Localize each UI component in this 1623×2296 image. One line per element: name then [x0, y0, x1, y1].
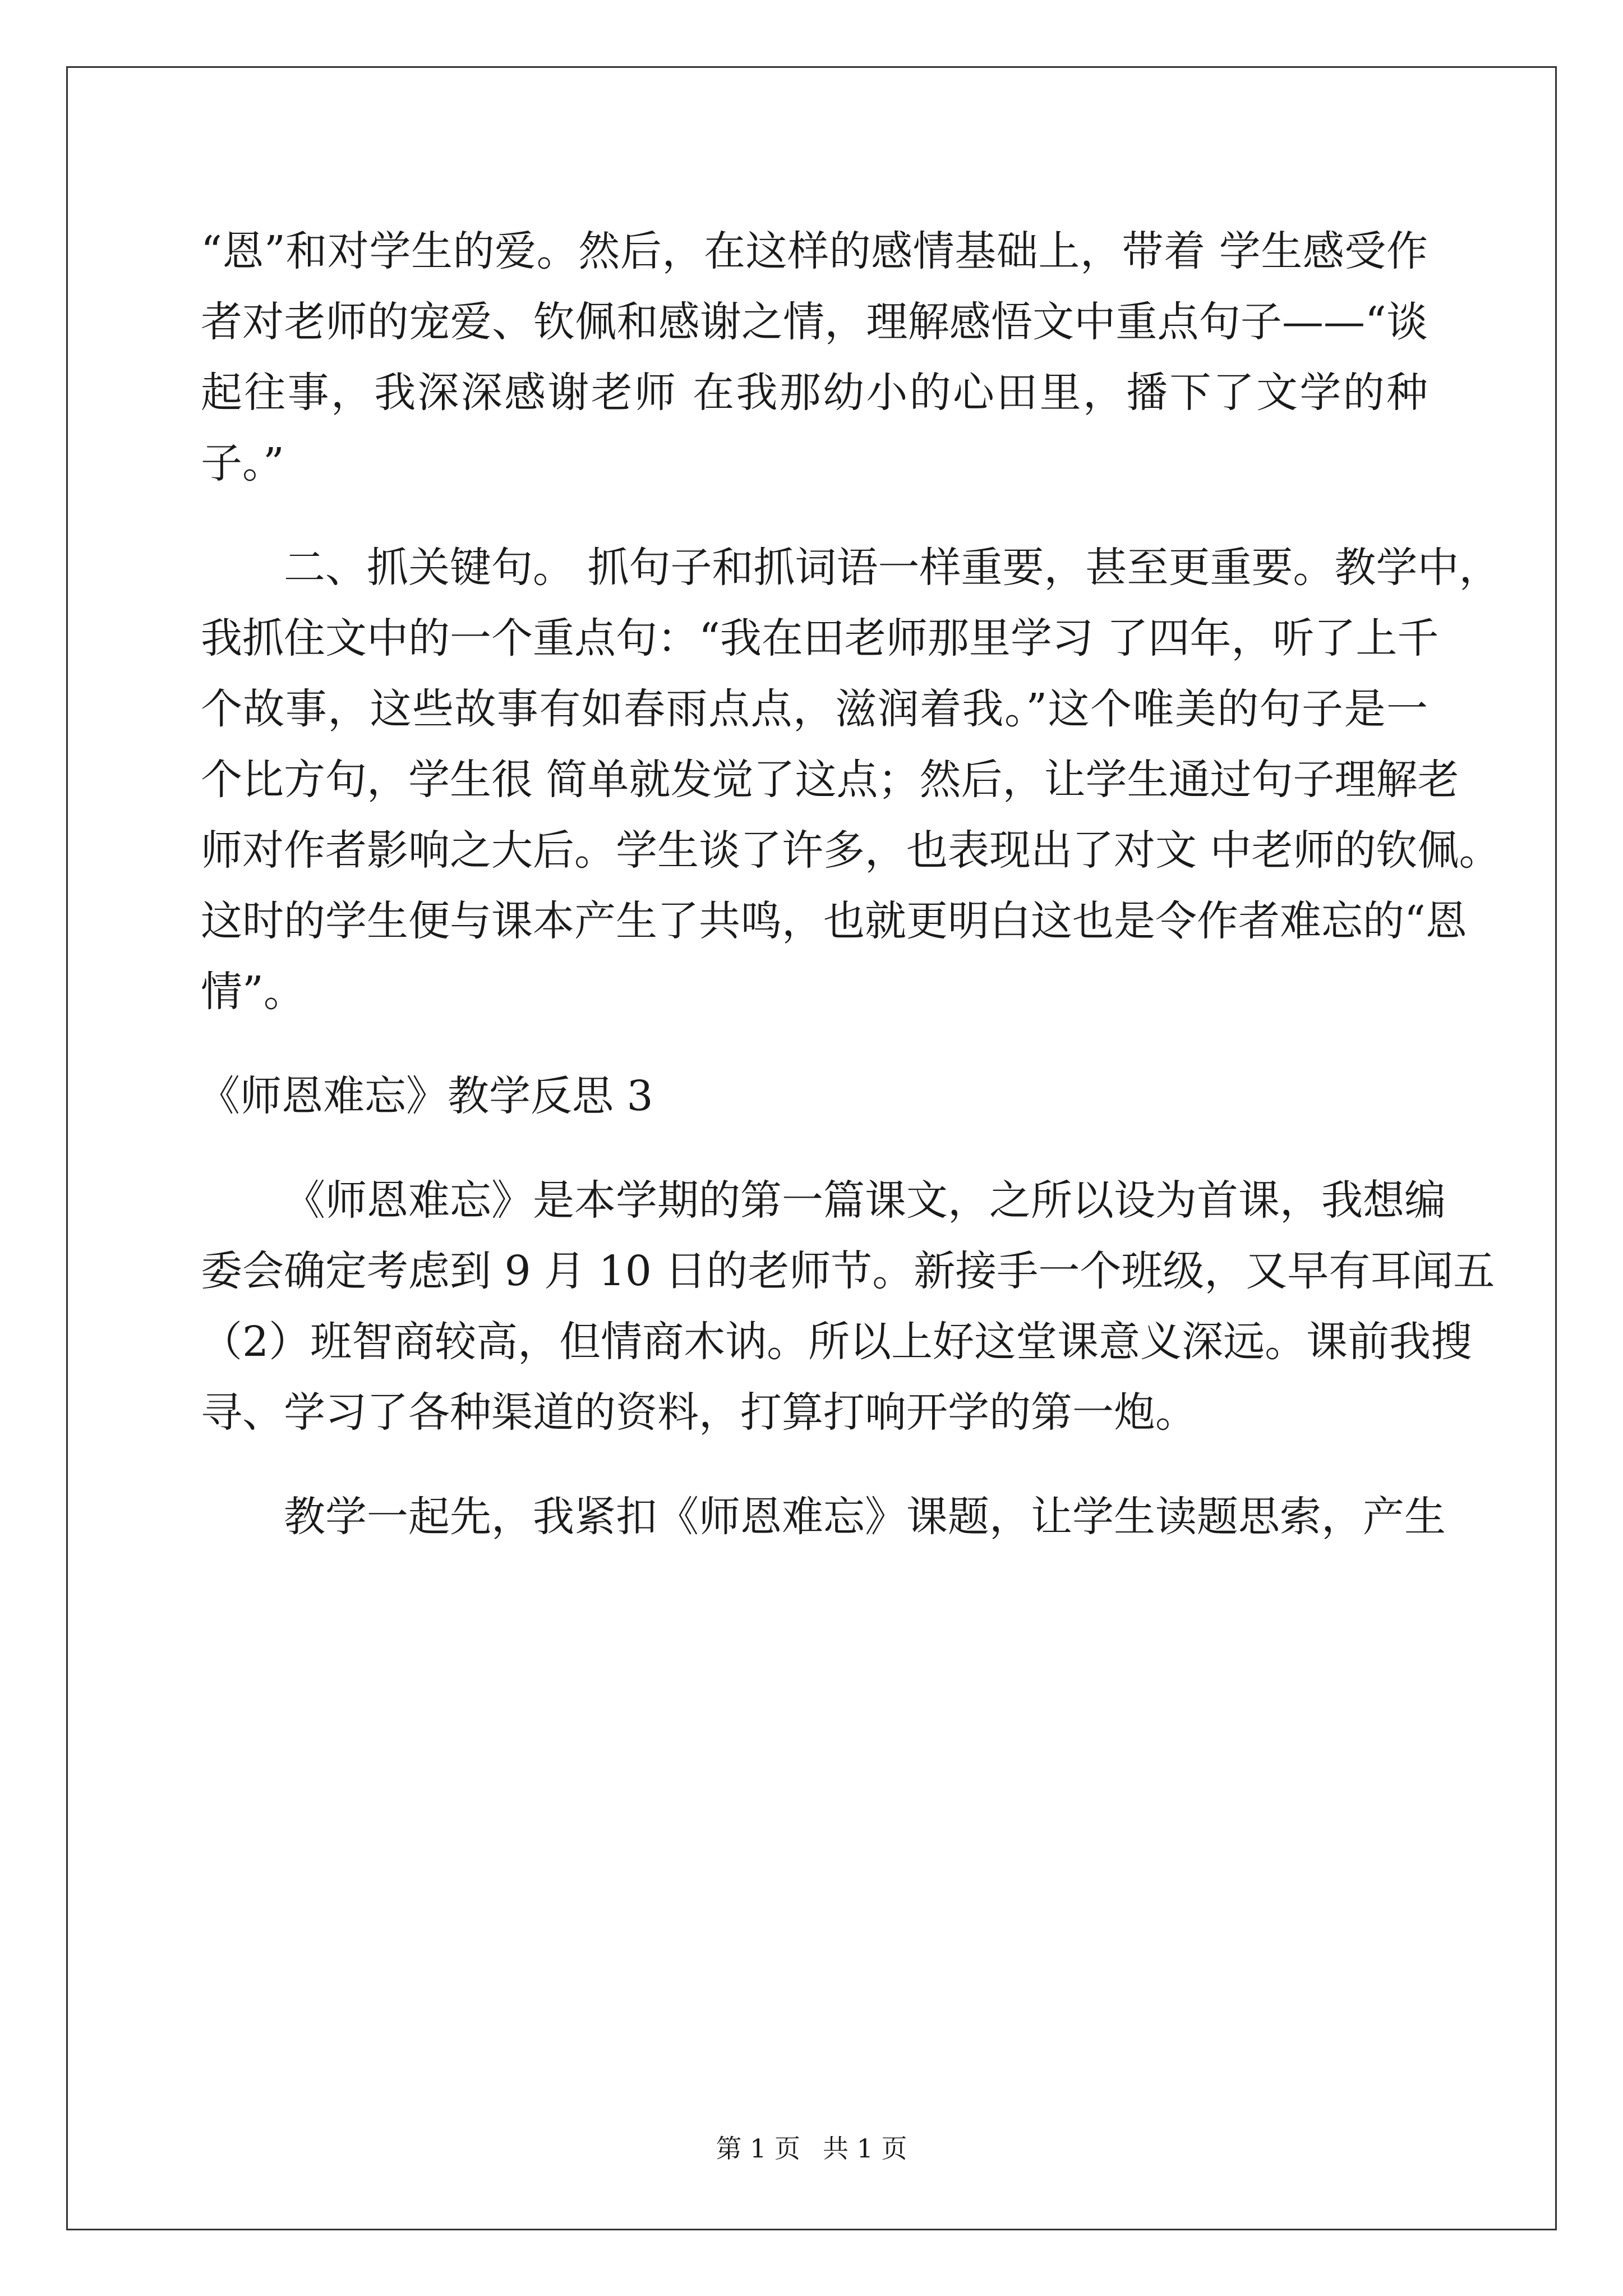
text-line: 者对老师的宠爱、钦佩和感谢之情，理解感悟文中重点句子——“谈: [201, 298, 1428, 346]
section-heading: 《师恩难忘》教学反思 3: [199, 1072, 653, 1120]
text-line: 这时的学生便与课本产生了共鸣，也就更明白这也是令作者难忘的“恩: [201, 897, 1467, 945]
text-line: （2）班智商较高，但情商木讷。所以上好这堂课意义深远。课前我搜: [201, 1318, 1473, 1366]
paragraph-gap: [201, 1027, 1428, 1061]
text-line: 子。”: [201, 439, 284, 487]
paragraph-gap: [201, 1448, 1428, 1481]
page-footer: [0, 2132, 1623, 2165]
text-line: 个故事，这些故事有如春雨点点，滋润着我。”这个唯美的句子是一: [201, 685, 1428, 733]
text-line: 《师恩难忘》是本学期的第一篇课文，之所以设为首课，我想编: [284, 1176, 1446, 1225]
paragraph-1: [201, 216, 1428, 499]
page-number: 第 1 页: [716, 2133, 800, 2164]
paragraph-gap: [201, 499, 1428, 532]
text-line: 二、抓关键句。 抓句子和抓词语一样重要，甚至更重要。教学中，: [284, 544, 1501, 592]
text-line: 我抓住文中的一个重点句：“我在田老师那里学习 了四年，听了上千: [201, 614, 1439, 662]
text-line: 情”。: [201, 968, 305, 1016]
text-line: “恩”和对学生的爱。然后，在这样的感情基础上，带着 学生感受作: [201, 227, 1428, 275]
paragraph-4: [201, 1481, 1446, 1552]
paragraph-3: [201, 1165, 1495, 1448]
text-line: 寻、学习了各种渠道的资料，打算打响开学的第一炮。: [201, 1388, 1197, 1437]
text-line: 委会确定考虑到 9 月 10 日的老师节。新接手一个班级，又早有耳闻五: [201, 1247, 1495, 1295]
paragraph-2: [201, 532, 1501, 1027]
text-line: 个比方句，学生很 简单就发觉了这点；然后，让学生通过句子理解老: [201, 756, 1459, 804]
document-body: [199, 216, 1501, 1552]
page-total: 共 1 页: [823, 2133, 907, 2164]
paragraph-gap: [201, 1131, 1428, 1165]
text-line: 起往事，我深深感谢老师 在我那幼小的心田里，播下了文学的种: [201, 369, 1428, 417]
text-line: 教学一起先，我紧扣《师恩难忘》课题，让学生读题思索，产生: [284, 1493, 1446, 1541]
text-line: 师对作者影响之大后。学生谈了许多，也表现出了对文 中老师的钦佩。: [201, 826, 1501, 875]
